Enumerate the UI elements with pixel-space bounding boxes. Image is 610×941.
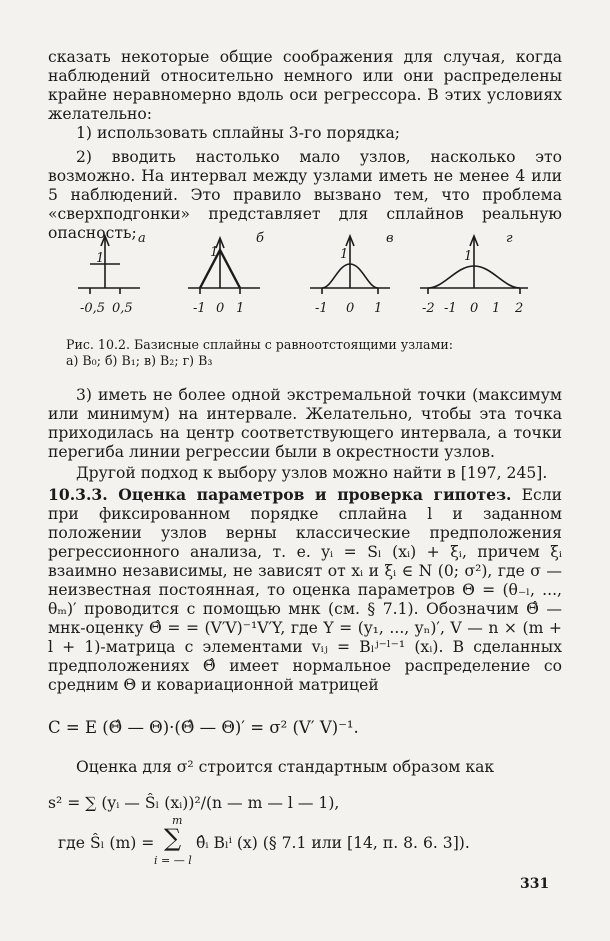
panel-d-letter: г — [506, 231, 513, 246]
formula-covariance: C = E (Θ̂ — Θ)·(Θ̂ — Θ)′ = σ² (V′ V)⁻¹. — [48, 718, 359, 737]
figure-caption — [66, 337, 536, 369]
section-title: 10.3.3. Оценка параметров и проверка гипотез. — [48, 485, 512, 504]
formula-spline-left: где Ŝₗ (m) = — [58, 834, 155, 852]
panel-a-one: 1 — [96, 251, 105, 266]
list-item-3: 3) иметь не более одной экстремальной точки (максимум или минимум) на интервале. Желательно, чтобы эта точка приходилась на центр соответствующего интервала, а точки перегиба линии регрессии были в окрестности узлов. — [48, 386, 562, 461]
page-number: 331 — [520, 876, 550, 892]
caption-line-1: Рис. 10.2. Базисные сплайны с равноотстоящими узлами: — [66, 337, 453, 352]
paragraph-intro: сказать некоторые общие соображения для случая, когда наблюдений относительно немного или они распределены крайне неравномерно вдоль оси регрессора. В этих условиях желательно: — [48, 48, 562, 123]
panel-b-tick-2: 0 — [216, 301, 225, 316]
panel-a-tick-2: 0,5 — [112, 301, 133, 316]
sum-lower-limit: i = — l — [154, 854, 192, 867]
panel-b-tick-1: -1 — [193, 301, 206, 316]
panel-a-letter: а — [138, 231, 146, 246]
panel-c-letter: в — [386, 231, 394, 246]
list-item-1: 1) использовать сплайны 3-го порядка; — [76, 124, 400, 142]
paragraph-sigma: Оценка для σ² строится стандартным образом как — [76, 758, 495, 776]
list-item-2: 2) вводить настолько мало узлов, насколько это возможно. На интервал между узлами иметь не менее 4 или 5 наблюдений. Это правило вызвано тем, что проблема «сверхподгонки» представляет для сплайнов реальную опасность; — [48, 148, 562, 242]
section-10-3-3 — [48, 485, 562, 695]
panel-c-tick-3: 1 — [374, 301, 383, 316]
panel-c — [310, 236, 390, 294]
caption-line-2: а) B₀; б) B₁; в) B₂; г) B₃ — [66, 353, 213, 368]
panel-a-tick-1: -0,5 — [80, 301, 106, 316]
panel-b-tick-3: 1 — [236, 301, 245, 316]
panel-d-tick-4: 1 — [492, 301, 501, 316]
panel-b-letter: б — [256, 231, 264, 246]
panel-a — [78, 236, 140, 294]
panel-c-tick-2: 0 — [346, 301, 355, 316]
formula-spline-right: θ̂ᵢ Bₗⁱ (x) (§ 7.1 или [14, п. 8. 6. 3]). — [196, 834, 470, 852]
section-text: Если при фиксированном порядке сплайна l и заданном положении узлов верны классические предположения регрессионного анализа, т. е. yᵢ = Sₗ (xᵢ) + ξᵢ, причем ξᵢ взаимно независимы, не зависят от xᵢ и ξᵢ ∈ N (0; σ²), где σ — неизвестная постоянная, то оценка параметров Θ = (θ₋ₗ, ..., θₘ)′ проводится с помощью мнк (см. § 7.1). Обозначим Θ̂ — мнк-оценку Θ̂ = = (V′V)⁻¹V′Y, где Y = (y₁, ..., yₙ)′, V — n × (m + l + 1)-матрица с элементами vᵢⱼ = Bₗʲ⁻ˡ⁻¹ (xᵢ). В сделанных предположениях Θ̂ имеет нормальное распределение со средним Θ и ковариационной матрицей — [48, 486, 562, 694]
panel-c-tick-1: -1 — [315, 301, 328, 316]
panel-b-one: 1 — [210, 245, 219, 260]
panel-c-one: 1 — [340, 247, 349, 262]
panel-d-one: 1 — [464, 249, 473, 264]
sum-symbol: ∑ — [164, 824, 182, 852]
formula-s2: s² = ∑ (yᵢ — Ŝₗ (xᵢ))²/(n — m — l — 1), — [48, 794, 340, 812]
panel-b — [188, 238, 260, 294]
panel-d-tick-3: 0 — [470, 301, 479, 316]
sum-upper-limit: m — [172, 814, 183, 827]
paragraph-other-approach: Другой подход к выбору узлов можно найти в [197, 245]. — [76, 464, 548, 482]
figure-basis-splines — [60, 226, 540, 332]
panel-d-tick-5: 2 — [515, 301, 524, 316]
panel-d-tick-1: -2 — [422, 301, 435, 316]
panel-d-tick-2: -1 — [444, 301, 457, 316]
